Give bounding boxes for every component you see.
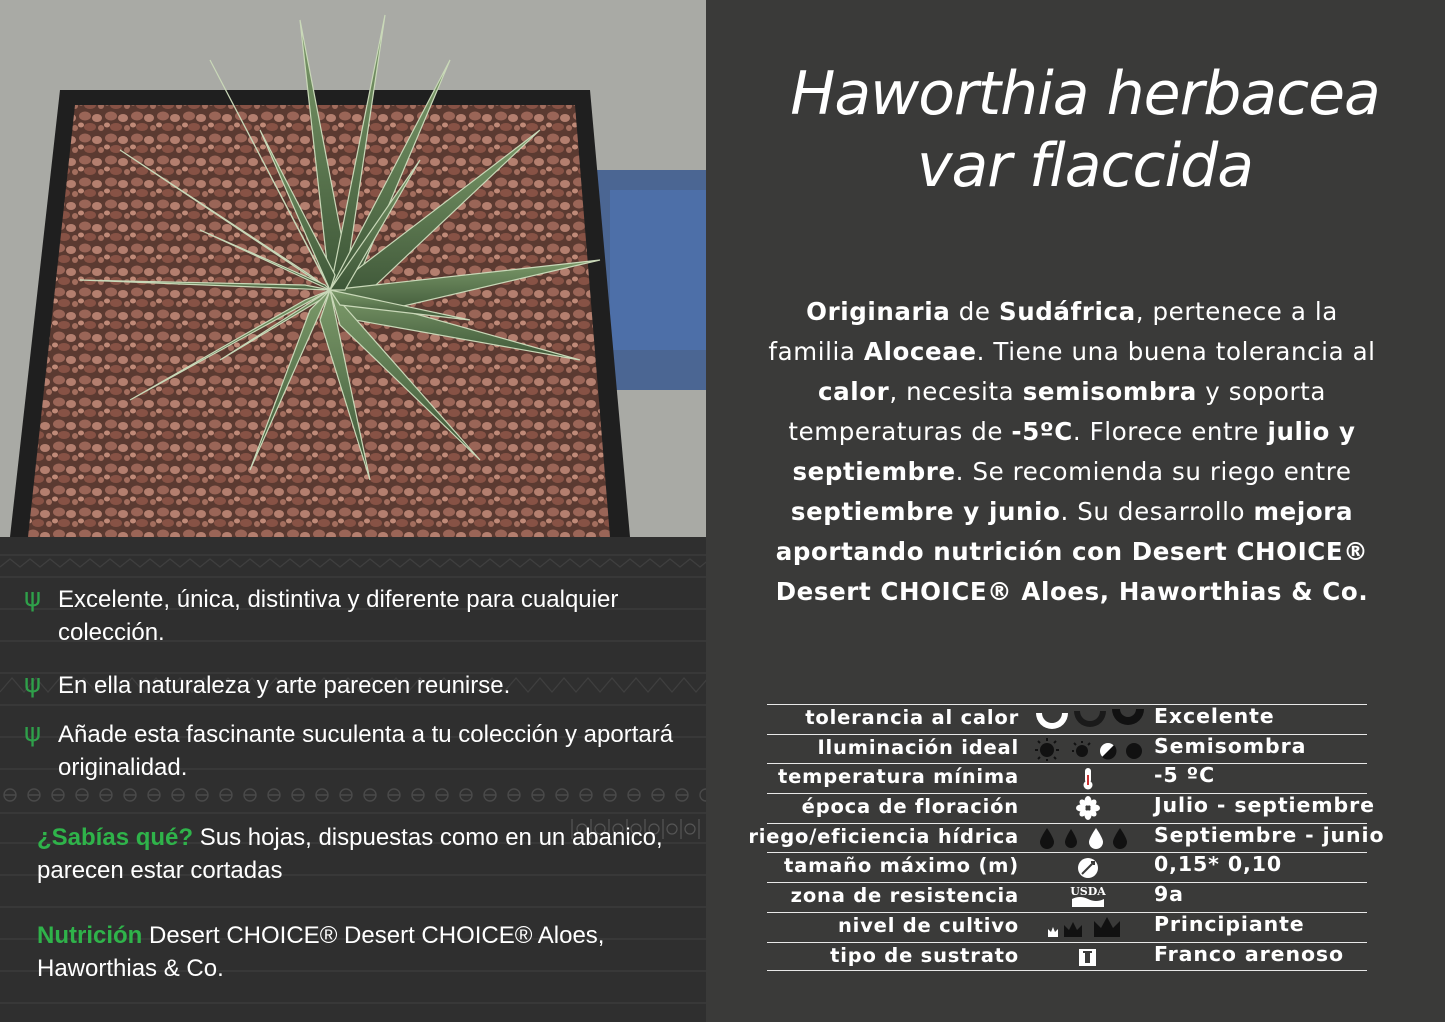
spec-label: Iluminación ideal xyxy=(817,735,1019,759)
cactus-icon: ψ xyxy=(24,583,42,613)
spec-row-temperature xyxy=(767,763,1367,793)
did-you-know-label: ¿Sabías qué? xyxy=(37,824,194,851)
spec-label: tamaño máximo (m) xyxy=(783,854,1019,878)
heat-tolerance-icons xyxy=(1032,707,1147,731)
size-icon xyxy=(1032,855,1147,879)
cactus-icon: ψ xyxy=(24,669,42,699)
desc-text: y soporta temperaturas de xyxy=(788,377,1326,446)
substrate-icon xyxy=(1032,945,1147,969)
desc-bold: semisombra xyxy=(1022,377,1197,406)
nutrition-text: Desert CHOICE® Desert CHOICE® Aloes, Haworthias & Co. xyxy=(37,922,605,982)
spec-value: -5 ºC xyxy=(1154,763,1216,788)
spec-row-watering xyxy=(748,822,1385,853)
nutrition-note xyxy=(37,919,677,985)
spec-value: Septiembre - junio xyxy=(1154,822,1385,847)
desc-bold: Sudáfrica xyxy=(998,297,1136,326)
desc-text: . Florece entre xyxy=(1072,417,1268,446)
flower-icon xyxy=(1032,796,1147,820)
desc-text: , pertenece a la familia xyxy=(768,297,1338,366)
feature-text-3: Añade esta fascinante suculenta a tu colección y aportará originalidad. xyxy=(58,721,674,781)
plant-description xyxy=(767,292,1377,612)
desc-bold: julio y septiembre xyxy=(792,417,1356,486)
spec-label: zona de resistencia xyxy=(790,884,1019,908)
spec-value: Julio - septiembre xyxy=(1154,793,1375,818)
plant-title xyxy=(735,58,1435,202)
spec-value: 0,15* 0,10 xyxy=(1154,852,1283,877)
feature-text-2: En ella naturaleza y arte parecen reunirse. xyxy=(58,672,511,699)
desc-bold: -5ºC xyxy=(1011,417,1073,446)
feature-text-1: Excelente, única, distintiva y diferente para cualquier colección. xyxy=(58,586,619,646)
feature-item-1 xyxy=(24,583,704,649)
desc-text: . Tiene una buena tolerancia al xyxy=(976,337,1376,366)
desc-bold: mejora aportando nutrición con Desert CHOICE® Desert CHOICE® Aloes, Haworthias & Co. xyxy=(775,497,1369,606)
desc-text: de xyxy=(950,297,999,326)
spec-row-level xyxy=(767,912,1367,942)
desc-bold: septiembre y junio xyxy=(790,497,1061,526)
did-you-know-text: Sus hojas, dispuestas como en un abanico, parecen estar cortadas xyxy=(37,824,663,884)
spec-row-zone xyxy=(767,882,1367,912)
spec-row-flowering xyxy=(767,793,1375,823)
specs-table xyxy=(748,704,1385,971)
usda-text: USDA xyxy=(1070,885,1106,899)
spec-label: tolerancia al calor xyxy=(805,706,1019,729)
plant-photo xyxy=(0,0,706,537)
desc-text: . Se recomienda su riego entre xyxy=(955,457,1352,486)
spec-value: Franco arenoso xyxy=(1154,941,1345,966)
spec-row-size xyxy=(767,852,1367,882)
desc-text: , necesita xyxy=(889,377,1023,406)
spec-label: tipo de sustrato xyxy=(830,943,1019,967)
nutrition-label: Nutrición xyxy=(37,922,143,949)
feature-item-2 xyxy=(24,669,704,702)
desc-bold: Originaria xyxy=(806,297,951,326)
spec-label: época de floración xyxy=(801,795,1019,819)
usda-icon xyxy=(1032,885,1147,909)
light-level-icons xyxy=(1032,737,1147,761)
title-line-2: var flaccida xyxy=(916,131,1254,201)
spec-row-substrate xyxy=(767,942,1367,972)
spec-label: temperatura mínima xyxy=(777,765,1019,789)
spec-value: Semisombra xyxy=(1154,733,1307,758)
spec-row-heat xyxy=(767,704,1367,734)
spec-value: 9a xyxy=(1154,882,1184,907)
water-drops-icons xyxy=(1032,826,1147,850)
title-line-1: Haworthia herbacea xyxy=(790,59,1380,129)
spec-label: nivel de cultivo xyxy=(838,913,1019,937)
features-panel xyxy=(0,537,706,1022)
desc-bold: Aloceae xyxy=(863,337,977,366)
desc-text: . Su desarrollo xyxy=(1060,497,1254,526)
did-you-know xyxy=(37,821,677,887)
haworthia-plant-image xyxy=(0,0,706,537)
crown-icons xyxy=(1032,915,1147,939)
cactus-icon: ψ xyxy=(24,718,42,748)
spec-label: riego/eficiencia hídrica xyxy=(748,824,1019,848)
feature-item-3 xyxy=(24,718,704,784)
thermometer-icon xyxy=(1032,766,1147,790)
spec-value: Principiante xyxy=(1154,911,1305,936)
spec-row-light xyxy=(767,734,1367,764)
spec-value: Excelente xyxy=(1154,704,1275,728)
desc-bold: calor xyxy=(818,377,890,406)
